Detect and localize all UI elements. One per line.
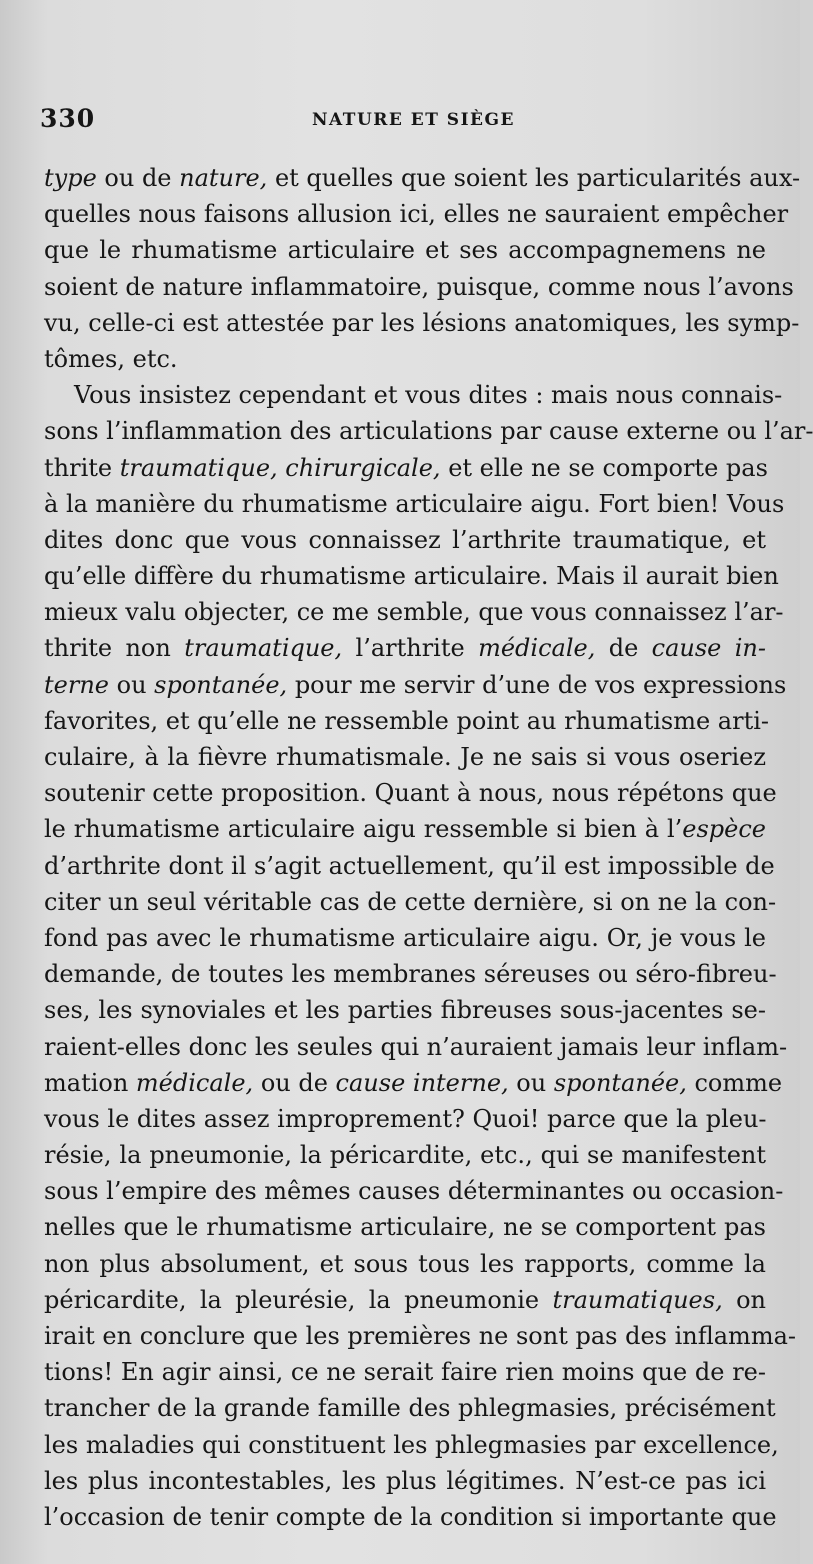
page-number: 330 [40,104,96,133]
text-segment: mieux valu objecter, ce me semble, que vous connaissez l’ar- [44,598,784,627]
text-segment: thrite [44,453,120,482]
text-segment: les maladies qui constituent les phlegmasies par excellence, [44,1430,779,1459]
body-text [44,160,813,1535]
text-line [44,992,766,1028]
italic-text: traumatiques, [552,1285,723,1314]
text-line [44,739,766,775]
text-segment: à la manière du rhumatisme articulaire aigu. Fort bien! Vous [44,489,785,518]
text-segment: trancher de la grande famille des phlegmasies, précisément [44,1394,776,1423]
text-line [44,1246,766,1282]
running-title: NATURE ET SIÈGE [312,110,515,130]
text-segment: non plus absolument, et sous tous les rapports, comme la [44,1249,766,1278]
text-segment: nelles que le rhumatisme articulaire, ne se comportent pas [44,1213,766,1242]
text-segment: résie, la pneumonie, la péricardite, etc., qui se manifestent [44,1141,766,1170]
italic-text: traumatique, [184,634,343,663]
text-segment: et elle ne se comporte pas [440,453,768,482]
text-segment: péricardite, la pleurésie, la pneumonie [44,1285,553,1314]
text-segment: culaire, à la fièvre rhumatismale. Je ne sais si vous oseriez [44,743,766,771]
text-segment: les plus incontestables, les plus légitimes. N’est-ce pas ici [44,1466,766,1495]
text-line [44,1173,784,1209]
text-line [44,1209,766,1245]
text-segment: favorites, et qu’elle ne ressemble point au rhumatisme arti- [44,706,770,735]
italic-text: médicale, [478,634,596,663]
italic-text: type [44,164,97,192]
text-line [44,450,766,486]
text-segment: d’arthrite dont il s’agit actuellement, qu’il est impossible de [44,851,775,880]
italic-text: espèce [682,815,766,844]
italic-text: cause in- [651,634,766,663]
text-line [44,522,766,558]
text-line [44,667,787,703]
text-segment: l’arthrite [342,634,479,663]
text-segment: quelles nous faisons allusion ici, elles ne sauraient empêcher [44,200,789,229]
text-line [44,160,801,196]
text-line [44,1318,796,1354]
text-line [44,811,766,847]
text-line [44,413,813,449]
text-line [44,1463,766,1499]
text-line [44,1427,779,1463]
text-line [44,1137,766,1173]
text-line [44,884,777,920]
text-segment: le rhumatisme articulaire aigu ressemble si bien à l’ [44,815,683,844]
text-line [44,341,766,377]
italic-text: spontanée, [154,670,288,699]
text-segment: que le rhumatisme articulaire et ses accompagnemens ne [44,236,766,265]
text-line [44,1065,783,1101]
italic-text: cause interne, [335,1068,509,1097]
text-line [44,486,785,522]
text-line [44,956,777,992]
italic-text: terne [44,670,109,699]
text-line [44,558,779,594]
text-line [44,630,766,666]
text-segment: ou de [253,1068,336,1097]
text-segment: vu, celle-ci est attestée par les lésions anatomiques, les symp- [44,308,800,337]
text-segment: de [595,634,652,663]
text-segment: raient-elles donc les seules qui n’auraient jamais leur inflam- [44,1032,788,1061]
italic-text: spontanée, [553,1068,687,1097]
text-segment: tômes, etc. [44,344,178,373]
text-segment: thrite non [44,634,185,663]
text-line [44,1029,788,1065]
text-segment: on [722,1285,766,1314]
italic-text: médicale, [135,1068,254,1097]
text-segment: ou [508,1068,554,1097]
text-line [44,848,775,884]
text-segment: comme [686,1068,783,1097]
italic-text: traumatique, chirurgicale, [119,453,441,482]
text-segment: ses, les synoviales et les parties fibreuses sous-jacentes se- [44,996,766,1025]
text-line [44,775,777,811]
text-line [44,1101,766,1137]
text-segment: et quelles que soient les particularités aux- [267,164,801,192]
text-segment: sous l’empire des mêmes causes déterminantes ou occasion- [44,1177,784,1206]
italic-text: nature, [179,164,268,192]
text-segment: pour me servir d’une de vos expressions [287,670,787,699]
text-line [44,1390,776,1426]
text-segment: soutenir cette proposition. Quant à nous, nous répétons que [44,779,777,808]
text-segment: dites donc que vous connaissez l’arthrite traumatique, et [44,525,766,554]
text-line [44,1499,777,1535]
text-line [44,377,783,413]
text-line [44,196,789,232]
text-line [44,1354,766,1390]
text-segment: irait en conclure que les premières ne sont pas des inflamma- [44,1322,796,1350]
text-segment: mation [44,1068,136,1097]
text-segment: qu’elle diffère du rhumatisme articulaire. Mais il aurait bien [44,562,779,591]
text-segment: fond pas avec le rhumatisme articulaire aigu. Or, je vous le [44,923,766,952]
text-segment: sons l’inflammation des articulations par cause externe ou l’ar- [44,417,813,446]
text-line [44,305,800,341]
text-segment: tions! En agir ainsi, ce ne serait faire rien moins que de re- [44,1358,766,1387]
text-segment: l’occasion de tenir compte de la condition si importante que [44,1502,777,1531]
text-line [44,269,794,305]
text-segment: ou de [96,164,180,192]
text-segment: Vous insistez cependant et vous dites : mais nous connais- [74,381,783,410]
text-line [44,703,770,739]
text-segment: soient de nature inflammatoire, puisque, comme nous l’avons [44,272,794,301]
text-line [44,1282,766,1318]
text-line [44,920,766,956]
text-segment: ou [108,670,155,699]
text-line [44,594,784,630]
text-line [44,232,766,268]
page-header [40,104,780,138]
text-segment: demande, de toutes les membranes séreuses ou séro-fibreu- [44,960,777,989]
text-segment: vous le dites assez improprement? Quoi! parce que la pleu- [44,1104,767,1133]
text-segment: citer un seul véritable cas de cette dernière, si on ne la con- [44,887,777,916]
